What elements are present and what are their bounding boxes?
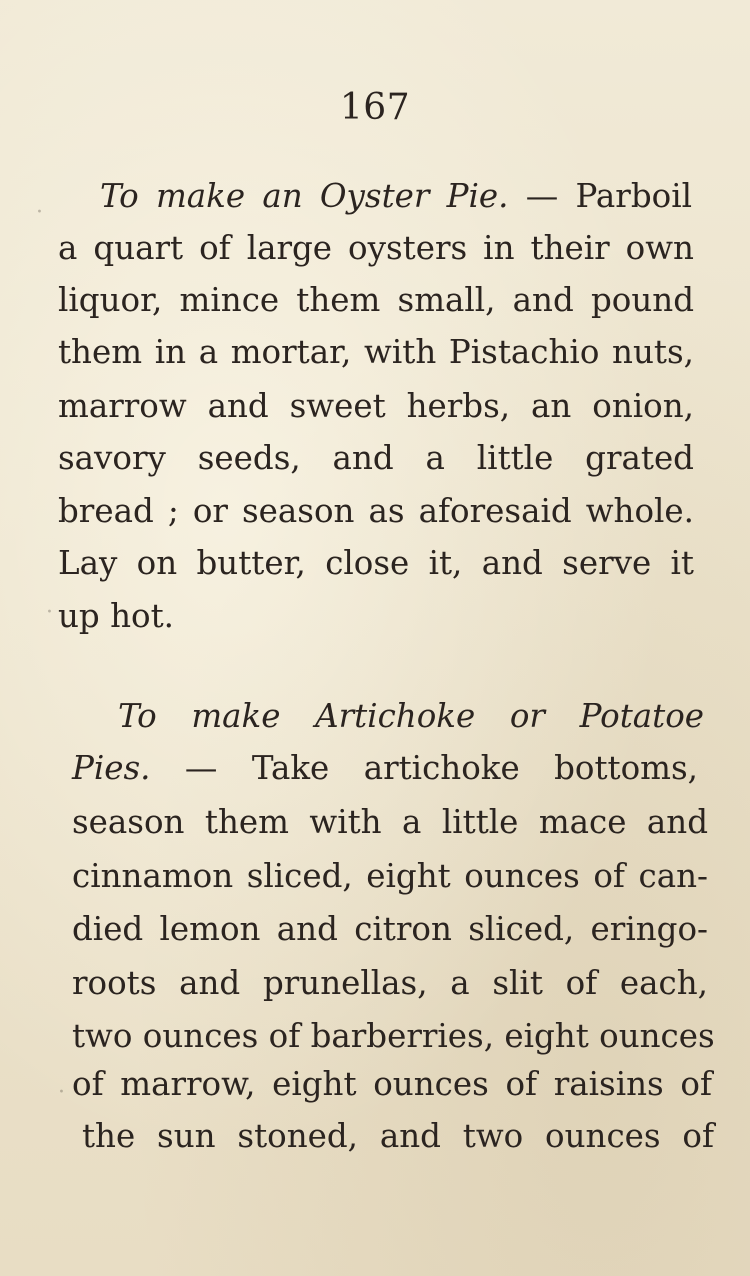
- recipe-2-line-7: of marrow, eight ounces of raisins of: [72, 1065, 712, 1103]
- recipe-1-line-9: up hot.: [58, 597, 174, 635]
- recipe-1-line-3: liquor, mince them small, and pound: [58, 281, 694, 319]
- page-number: 167: [339, 87, 411, 128]
- recipe-2-line-2: season them with a little mace and: [72, 803, 708, 841]
- recipe-2-line-6: two ounces of barberries, eight ounces: [72, 1017, 715, 1055]
- recipe-2-title-line: [118, 690, 704, 742]
- margin-speck: ·: [36, 200, 43, 225]
- margin-speck: ·: [58, 1080, 65, 1105]
- recipe-2-title-end: Pies.: [72, 749, 151, 787]
- margin-speck: ·: [46, 600, 53, 625]
- recipe-1-line-6: savory seeds, and a little grated: [58, 439, 694, 477]
- recipe-2-line-1: [72, 742, 698, 794]
- recipe-1-title: To make an Oyster Pie.: [100, 177, 509, 215]
- recipe-2-line-3: cinnamon sliced, eight ounces of can-: [72, 857, 708, 895]
- recipe-1-line-5: marrow and sweet herbs, an onion,: [58, 387, 694, 425]
- recipe-2-line-8: the sun stoned, and two ounces of: [82, 1117, 714, 1155]
- recipe-1-line-7: bread ; or season as aforesaid whole.: [58, 492, 694, 530]
- recipe-1-line-1: [100, 170, 692, 222]
- recipe-2-line-4: died lemon and citron sliced, eringo-: [72, 910, 708, 948]
- recipe-1-line-8: Lay on butter, close it, and serve it: [58, 544, 694, 582]
- recipe-1-line-4: them in a mortar, with Pistachio nuts,: [58, 333, 694, 371]
- recipe-1-line-1-text: — Parboil: [508, 177, 692, 215]
- recipe-2-title: To make Artichoke or Potatoe: [118, 697, 704, 735]
- recipe-2-line-1-text: — Take artichoke bottoms,: [150, 749, 698, 787]
- recipe-2-line-5: roots and prunellas, a slit of each,: [72, 964, 708, 1002]
- recipe-1-line-2: a quart of large oysters in their own: [58, 229, 694, 267]
